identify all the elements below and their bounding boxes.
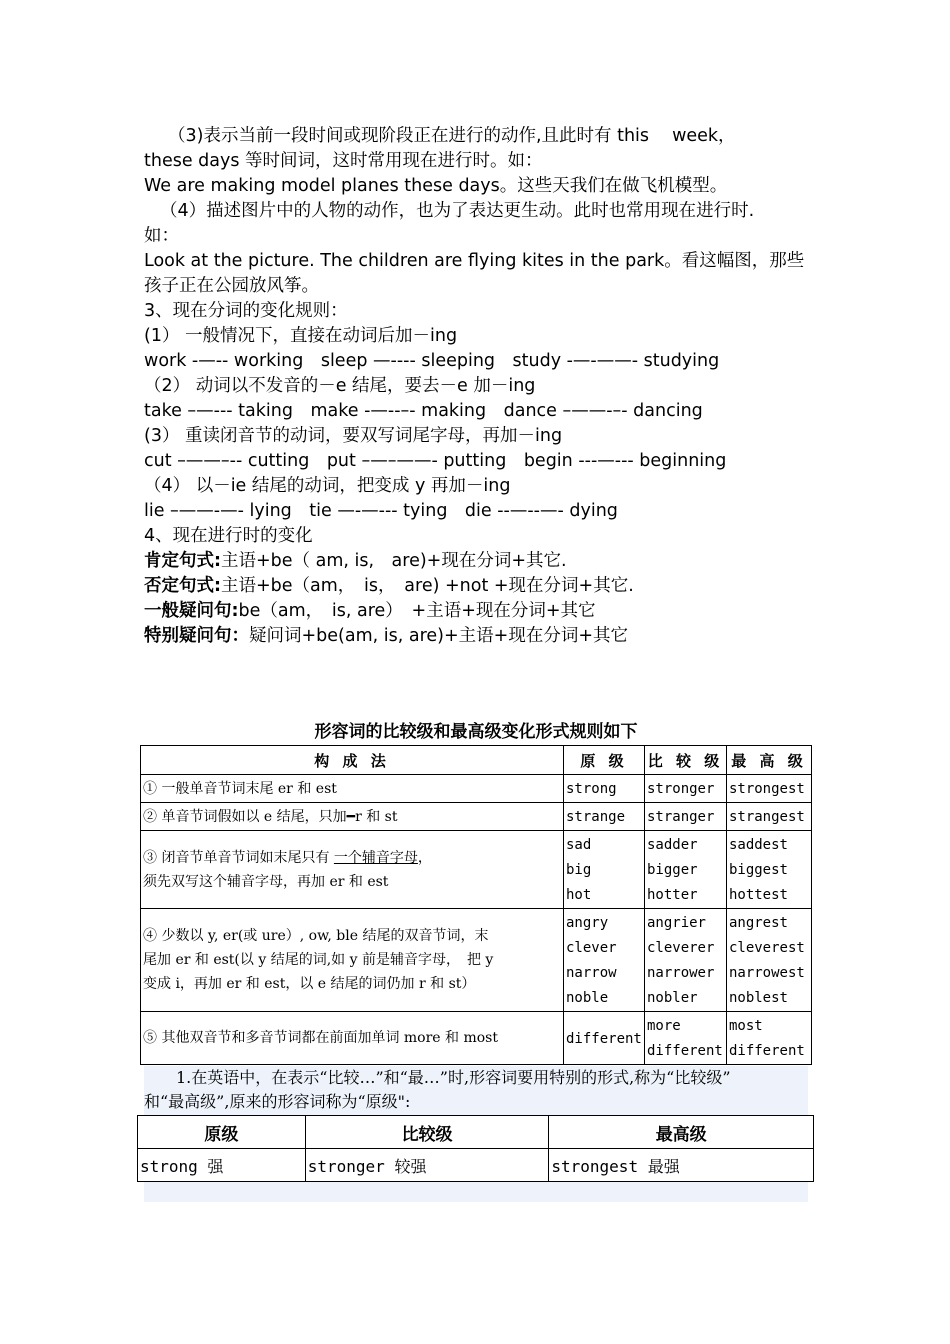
example-line: work -—-- working sleep —---- sleeping study -—-——- studying (144, 351, 720, 371)
comparative-form (644, 909, 726, 1012)
pattern-text: 疑问词+be(am, is, are)+主语+现在分词+其它 (249, 626, 628, 646)
table-row (141, 803, 812, 831)
table-row (141, 1012, 812, 1065)
pattern-text: 主语+be（ am, is, are)+现在分词+其它. (221, 551, 567, 571)
text-line: Look at the picture. The children are flying kites in the park。看这幅图，那些 (144, 251, 805, 271)
word: cleverest (728, 940, 805, 956)
table-cell: strongest 最强 (549, 1149, 814, 1182)
table-row (141, 775, 812, 803)
pattern-general-question (144, 599, 814, 624)
pattern-text: 主语+be（am， is， are) +not +现在分词+其它. (221, 576, 634, 596)
comparative-form: stranger (644, 803, 726, 831)
table-header-row (138, 1116, 814, 1149)
text-line: 孩子正在公园放风筝。 (144, 276, 319, 296)
positive-form (564, 909, 645, 1012)
word: different (728, 1043, 805, 1059)
table-cell: stronger 较强 (305, 1149, 549, 1182)
method-text: 尾加 er 和 est(以 y 结尾的词,如 y 前是辅音字母， 把 y (143, 952, 494, 968)
text-line: （2） 动词以不发音的－e 结尾，要去－e 加－ing (144, 376, 536, 396)
note-paragraph (144, 1066, 808, 1114)
superlative-form (726, 831, 811, 909)
body-text (144, 124, 814, 649)
superlative-form (726, 1012, 811, 1065)
table-row (141, 909, 812, 1012)
pattern-label: 否定句式: (144, 576, 221, 596)
table-header-row (141, 746, 812, 775)
superlative-form (726, 909, 811, 1012)
positive-form (564, 831, 645, 909)
rule-method (141, 909, 564, 1012)
column-header: 比 较 级 (644, 746, 726, 775)
method-text: 变成 i，再加 er 和 est，以 e 结尾的词仍加 r 和 st） (143, 976, 476, 992)
section-heading: 4、现在进行时的变化 (144, 526, 313, 546)
word: sad (566, 837, 592, 853)
text-line: these days 等时间词，这时常用现在进行时。如： (144, 151, 543, 171)
word: different (646, 1043, 723, 1059)
pattern-label: 肯定句式: (144, 551, 221, 571)
method-text: ④ 少数以 y, er(或 ure）, ow, ble 结尾的双音节词，末 (143, 928, 489, 944)
word: cleverer (646, 940, 715, 956)
text-line: (1） 一般情况下，直接在动词后加－ing (144, 326, 458, 346)
note-line: 和“最高级”,原来的形容词称为“原级": (144, 1092, 411, 1111)
rule-method (141, 831, 564, 909)
word: sadder (646, 837, 698, 853)
table-row (141, 831, 812, 909)
word: big (566, 862, 592, 878)
word: angrest (728, 915, 788, 931)
positive-form: different (564, 1012, 645, 1065)
column-header: 最高级 (549, 1116, 814, 1149)
word: most (728, 1018, 763, 1034)
word: hot (566, 887, 592, 903)
pattern-label: 一般疑问句: (144, 601, 239, 621)
column-header: 构 成 法 (141, 746, 564, 775)
method-underlined-text: 一个辅音字母 (333, 849, 418, 866)
pattern-affirmative (144, 549, 814, 574)
text-line: (3） 重读闭音节的动词，要双写词尾字母，再加－ing (144, 426, 563, 446)
rule-method: ⑤ 其他双音节和多音节词都在前面加单词 more 和 most (141, 1012, 564, 1065)
degree-example-table (137, 1115, 814, 1182)
word: biggest (728, 862, 788, 878)
text-line: We are making model planes these days。这些天我们在做飞机模型。 (144, 176, 728, 196)
rule-method: ② 单音节词假如以 e 结尾，只加━r 和 st (141, 803, 564, 831)
table-title: 形容词的比较级和最高级变化形式规则如下 (314, 722, 638, 742)
pattern-negative (144, 574, 814, 599)
text-line: 如： (144, 226, 179, 246)
word: hotter (646, 887, 698, 903)
rule-method: ① 一般单音节词末尾 er 和 est (141, 775, 564, 803)
table-cell: strong 强 (138, 1149, 306, 1182)
superlative-form: strongest (726, 775, 811, 803)
pattern-special-question (144, 624, 814, 649)
word: bigger (646, 862, 698, 878)
word: angry (566, 915, 609, 931)
word: clever (566, 940, 617, 956)
table-row (138, 1149, 814, 1182)
word: nobler (646, 990, 698, 1006)
method-text: 须先双写这个辅音字母，再加 er 和 est (143, 873, 389, 890)
comparison-rules-table (140, 745, 812, 1065)
column-header: 原 级 (564, 746, 645, 775)
method-text: ③ 闭音节单音节词如末尾只有 (143, 849, 334, 866)
text-line: （3)表示当前一段时间或现阶段正在进行的动作,且此时有 this week， (168, 126, 736, 146)
comparative-form (644, 1012, 726, 1065)
word: more (646, 1018, 681, 1034)
example-line: lie –——-—- lying tie —-—--- tying die --—--—- dying (144, 501, 618, 521)
word: narrower (646, 965, 715, 981)
column-header: 比较级 (305, 1116, 549, 1149)
word: noble (566, 990, 609, 1006)
column-header: 最 高 级 (726, 746, 811, 775)
pattern-text: be（am， is, are） +主语+现在分词+其它 (238, 601, 596, 621)
positive-form: strong (564, 775, 645, 803)
superlative-form: strangest (726, 803, 811, 831)
comparative-form (644, 831, 726, 909)
text-line: （4）描述图片中的人物的动作，也为了表达更生动。此时也常用现在进行时. (160, 201, 755, 221)
word: narrowest (728, 965, 805, 981)
pattern-label: 特别疑问句： (144, 626, 249, 646)
word: narrow (566, 965, 617, 981)
note-line: 1.在英语中，在表示“比较…”和“最…”时,形容词要用特别的形式,称为“比较级” (176, 1068, 731, 1087)
column-header: 原级 (138, 1116, 306, 1149)
section-heading: 3、现在分词的变化规则： (144, 301, 348, 321)
word: angrier (646, 915, 706, 931)
text-line: （4） 以－ie 结尾的动词，把变成 y 再加－ing (144, 476, 511, 496)
comparative-form: stronger (644, 775, 726, 803)
method-text: ， (417, 849, 432, 866)
example-line: cut –——–-- cutting put –—–——- putting begin ---—--- beginning (144, 451, 727, 471)
positive-form: strange (564, 803, 645, 831)
word: saddest (728, 837, 788, 853)
word: hottest (728, 887, 788, 903)
example-line: take –—--- taking make -—--–- making dance –——-–- dancing (144, 401, 703, 421)
word: noblest (728, 990, 788, 1006)
